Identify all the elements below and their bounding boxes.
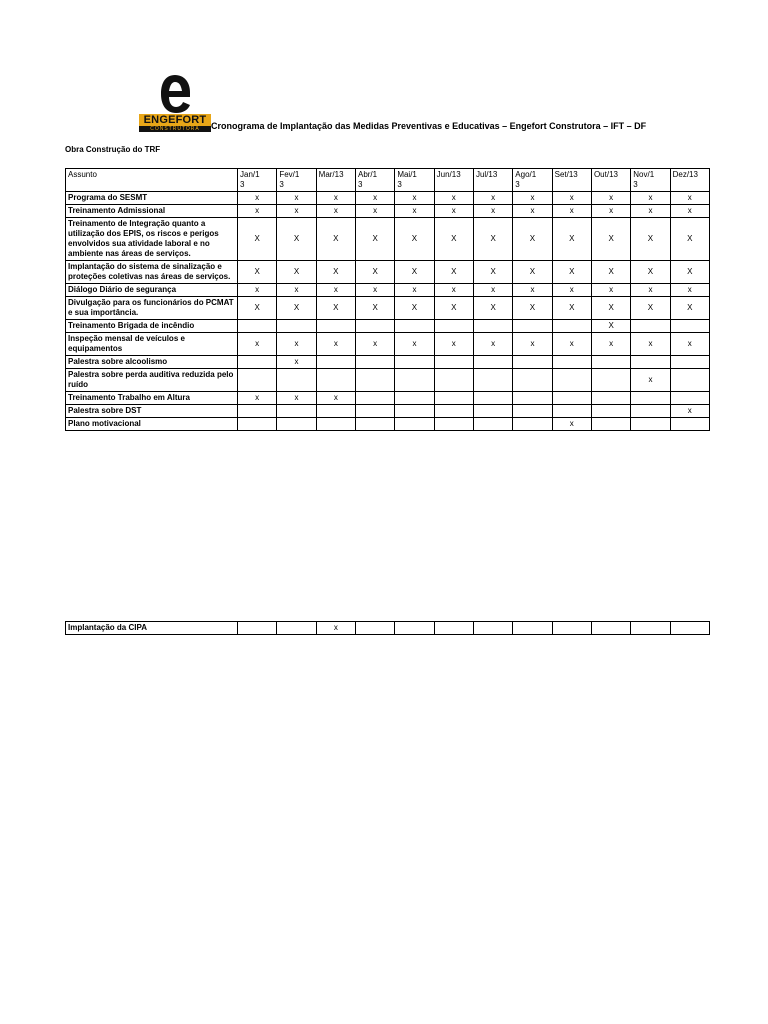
column-header-month: Out/13	[591, 169, 630, 192]
month-mark	[434, 320, 473, 333]
month-mark	[434, 356, 473, 369]
month-mark: x	[552, 418, 591, 431]
schedule-table	[65, 168, 710, 431]
month-mark: X	[631, 218, 670, 261]
month-mark	[670, 418, 709, 431]
month-mark: x	[395, 205, 434, 218]
month-mark: X	[434, 261, 473, 284]
logo-subtext: CONSTRUTORA	[139, 126, 211, 132]
month-mark: x	[631, 205, 670, 218]
month-mark: X	[591, 320, 630, 333]
month-mark: X	[513, 297, 552, 320]
month-mark	[670, 356, 709, 369]
month-mark	[395, 418, 434, 431]
month-mark: x	[552, 284, 591, 297]
month-mark	[238, 320, 277, 333]
month-mark	[473, 356, 512, 369]
month-mark: x	[355, 284, 394, 297]
month-mark: x	[316, 192, 355, 205]
table-header-row	[66, 169, 710, 192]
table-row	[66, 284, 710, 297]
engefort-logo	[139, 74, 211, 132]
month-mark	[591, 392, 630, 405]
table-row	[66, 261, 710, 284]
row-subject: Treinamento Brigada de incêndio	[66, 320, 238, 333]
month-mark: X	[395, 261, 434, 284]
month-mark	[277, 418, 316, 431]
month-mark: x	[670, 192, 709, 205]
column-header-month: Mar/13	[316, 169, 355, 192]
month-mark	[473, 405, 512, 418]
month-mark: x	[591, 284, 630, 297]
month-mark	[552, 622, 591, 635]
month-mark	[473, 392, 512, 405]
month-mark	[591, 622, 630, 635]
month-mark: X	[591, 297, 630, 320]
table-row	[66, 622, 710, 635]
month-mark	[355, 418, 394, 431]
month-mark: x	[513, 192, 552, 205]
month-mark	[473, 369, 512, 392]
month-mark	[316, 369, 355, 392]
month-mark	[238, 369, 277, 392]
month-mark: x	[670, 405, 709, 418]
month-mark: x	[473, 284, 512, 297]
month-mark: x	[238, 192, 277, 205]
month-mark	[552, 392, 591, 405]
month-mark: X	[631, 261, 670, 284]
month-mark	[277, 622, 316, 635]
column-header-month: Fev/1 3	[277, 169, 316, 192]
month-mark: x	[513, 333, 552, 356]
month-mark	[670, 369, 709, 392]
row-subject: Treinamento Trabalho em Altura	[66, 392, 238, 405]
column-header-month: Abr/1 3	[355, 169, 394, 192]
month-mark: x	[670, 205, 709, 218]
month-mark	[513, 356, 552, 369]
month-mark	[552, 369, 591, 392]
month-mark: X	[670, 218, 709, 261]
month-mark: X	[670, 261, 709, 284]
row-subject: Palestra sobre perda auditiva reduzida pelo ruído	[66, 369, 238, 392]
month-mark: x	[395, 284, 434, 297]
month-mark	[238, 405, 277, 418]
month-mark: X	[355, 297, 394, 320]
table-row	[66, 418, 710, 431]
column-header-month: Mai/1 3	[395, 169, 434, 192]
month-mark	[355, 369, 394, 392]
month-mark	[395, 392, 434, 405]
month-mark	[552, 405, 591, 418]
table-row	[66, 392, 710, 405]
month-mark: x	[631, 369, 670, 392]
month-mark	[591, 369, 630, 392]
month-mark	[631, 622, 670, 635]
month-mark: X	[434, 297, 473, 320]
month-mark	[631, 356, 670, 369]
month-mark	[395, 369, 434, 392]
month-mark: x	[631, 333, 670, 356]
row-subject: Treinamento Admissional	[66, 205, 238, 218]
month-mark	[355, 320, 394, 333]
month-mark: X	[591, 261, 630, 284]
month-mark: x	[355, 192, 394, 205]
column-header-month: Dez/13	[670, 169, 709, 192]
month-mark	[277, 320, 316, 333]
month-mark	[316, 405, 355, 418]
month-mark	[591, 356, 630, 369]
month-mark	[552, 356, 591, 369]
column-header-month: Jun/13	[434, 169, 473, 192]
month-mark: x	[473, 192, 512, 205]
month-mark: x	[473, 333, 512, 356]
month-mark	[434, 405, 473, 418]
month-mark	[513, 418, 552, 431]
table-row	[66, 405, 710, 418]
month-mark	[473, 418, 512, 431]
month-mark: X	[473, 297, 512, 320]
month-mark: X	[316, 218, 355, 261]
column-header-month: Jan/1 3	[238, 169, 277, 192]
table-row	[66, 192, 710, 205]
month-mark: x	[277, 284, 316, 297]
table-row	[66, 369, 710, 392]
table-row	[66, 205, 710, 218]
month-mark: x	[316, 392, 355, 405]
month-mark	[395, 405, 434, 418]
month-mark: x	[316, 205, 355, 218]
month-mark: x	[670, 333, 709, 356]
month-mark	[355, 392, 394, 405]
row-subject: Implantação do sistema de sinalização e proteções coletivas nas áreas de serviços.	[66, 261, 238, 284]
row-subject: Diálogo Diário de segurança	[66, 284, 238, 297]
month-mark	[473, 320, 512, 333]
month-mark	[513, 622, 552, 635]
month-mark: X	[395, 218, 434, 261]
month-mark: X	[552, 261, 591, 284]
row-subject: Palestra sobre alcoolismo	[66, 356, 238, 369]
table-row	[66, 320, 710, 333]
month-mark: x	[277, 333, 316, 356]
month-mark	[316, 320, 355, 333]
month-mark: x	[277, 192, 316, 205]
month-mark: x	[238, 392, 277, 405]
month-mark: X	[552, 297, 591, 320]
month-mark: x	[552, 333, 591, 356]
month-mark	[238, 356, 277, 369]
month-mark: x	[513, 284, 552, 297]
row-subject: Inspeção mensal de veículos e equipamentos	[66, 333, 238, 356]
month-mark: x	[238, 205, 277, 218]
month-mark	[591, 405, 630, 418]
month-mark	[434, 392, 473, 405]
month-mark: X	[670, 297, 709, 320]
month-mark: x	[316, 333, 355, 356]
month-mark: x	[513, 205, 552, 218]
month-mark: x	[395, 333, 434, 356]
engefort-e-icon	[159, 74, 191, 114]
month-mark: X	[473, 261, 512, 284]
month-mark: X	[238, 218, 277, 261]
month-mark: X	[316, 261, 355, 284]
column-header-month: Jul/13	[473, 169, 512, 192]
column-header-month: Ago/1 3	[513, 169, 552, 192]
table-row	[66, 333, 710, 356]
month-mark	[395, 622, 434, 635]
month-mark: X	[238, 297, 277, 320]
month-mark	[631, 405, 670, 418]
row-subject: Treinamento de Integração quanto a utilização dos EPIS, os riscos e perigos envolvidos sua atividade laboral e no ambiente nas áreas de serviços.	[66, 218, 238, 261]
month-mark	[355, 622, 394, 635]
month-mark: x	[434, 333, 473, 356]
month-mark: x	[552, 192, 591, 205]
month-mark: x	[434, 284, 473, 297]
month-mark: X	[434, 218, 473, 261]
month-mark: x	[277, 392, 316, 405]
month-mark	[238, 418, 277, 431]
month-mark	[670, 392, 709, 405]
month-mark	[434, 418, 473, 431]
month-mark: X	[513, 261, 552, 284]
month-mark: X	[395, 297, 434, 320]
page-title: Cronograma de Implantação das Medidas Preventivas e Educativas – Engefort Construtora – IFT – DF	[211, 121, 647, 131]
row-subject: Palestra sobre DST	[66, 405, 238, 418]
month-mark	[631, 418, 670, 431]
month-mark	[277, 405, 316, 418]
month-mark: x	[355, 205, 394, 218]
row-subject: Divulgação para os funcionários do PCMAT e sua importância.	[66, 297, 238, 320]
cipa-table	[65, 621, 710, 635]
row-subject: Plano motivacional	[66, 418, 238, 431]
month-mark	[513, 405, 552, 418]
month-mark	[631, 320, 670, 333]
month-mark	[591, 418, 630, 431]
month-mark: X	[238, 261, 277, 284]
month-mark: X	[591, 218, 630, 261]
month-mark: x	[591, 333, 630, 356]
month-mark: x	[631, 192, 670, 205]
logo-wordmark: ENGEFORT	[139, 114, 211, 126]
month-mark: x	[316, 622, 355, 635]
month-mark: x	[316, 284, 355, 297]
month-mark	[395, 320, 434, 333]
month-mark: x	[395, 192, 434, 205]
month-mark	[316, 418, 355, 431]
month-mark	[355, 405, 394, 418]
table-row	[66, 356, 710, 369]
month-mark: X	[631, 297, 670, 320]
month-mark: x	[552, 205, 591, 218]
month-mark: x	[434, 192, 473, 205]
month-mark	[316, 356, 355, 369]
month-mark	[513, 320, 552, 333]
month-mark	[238, 622, 277, 635]
month-mark: x	[277, 205, 316, 218]
month-mark: X	[355, 261, 394, 284]
month-mark: x	[277, 356, 316, 369]
month-mark: x	[355, 333, 394, 356]
month-mark: X	[277, 218, 316, 261]
table-row	[66, 297, 710, 320]
month-mark	[473, 622, 512, 635]
month-mark	[670, 320, 709, 333]
month-mark	[434, 622, 473, 635]
column-header-month: Nov/1 3	[631, 169, 670, 192]
month-mark	[277, 369, 316, 392]
month-mark: x	[238, 333, 277, 356]
month-mark	[395, 356, 434, 369]
table-row	[66, 218, 710, 261]
row-subject: Implantação da CIPA	[66, 622, 238, 635]
month-mark	[670, 622, 709, 635]
month-mark: x	[238, 284, 277, 297]
month-mark	[513, 369, 552, 392]
month-mark: X	[513, 218, 552, 261]
work-name: Obra Construção do TRF	[65, 145, 161, 154]
month-mark	[513, 392, 552, 405]
month-mark: X	[473, 218, 512, 261]
month-mark: X	[277, 261, 316, 284]
month-mark: x	[434, 205, 473, 218]
month-mark: X	[277, 297, 316, 320]
month-mark: x	[591, 205, 630, 218]
column-header-month: Set/13	[552, 169, 591, 192]
column-header-subject: Assunto	[66, 169, 238, 192]
month-mark	[434, 369, 473, 392]
month-mark: x	[631, 284, 670, 297]
month-mark: x	[670, 284, 709, 297]
month-mark: X	[552, 218, 591, 261]
month-mark	[355, 356, 394, 369]
month-mark: x	[591, 192, 630, 205]
month-mark	[631, 392, 670, 405]
row-subject: Programa do SESMT	[66, 192, 238, 205]
month-mark: X	[316, 297, 355, 320]
month-mark: X	[355, 218, 394, 261]
month-mark: x	[473, 205, 512, 218]
month-mark	[552, 320, 591, 333]
